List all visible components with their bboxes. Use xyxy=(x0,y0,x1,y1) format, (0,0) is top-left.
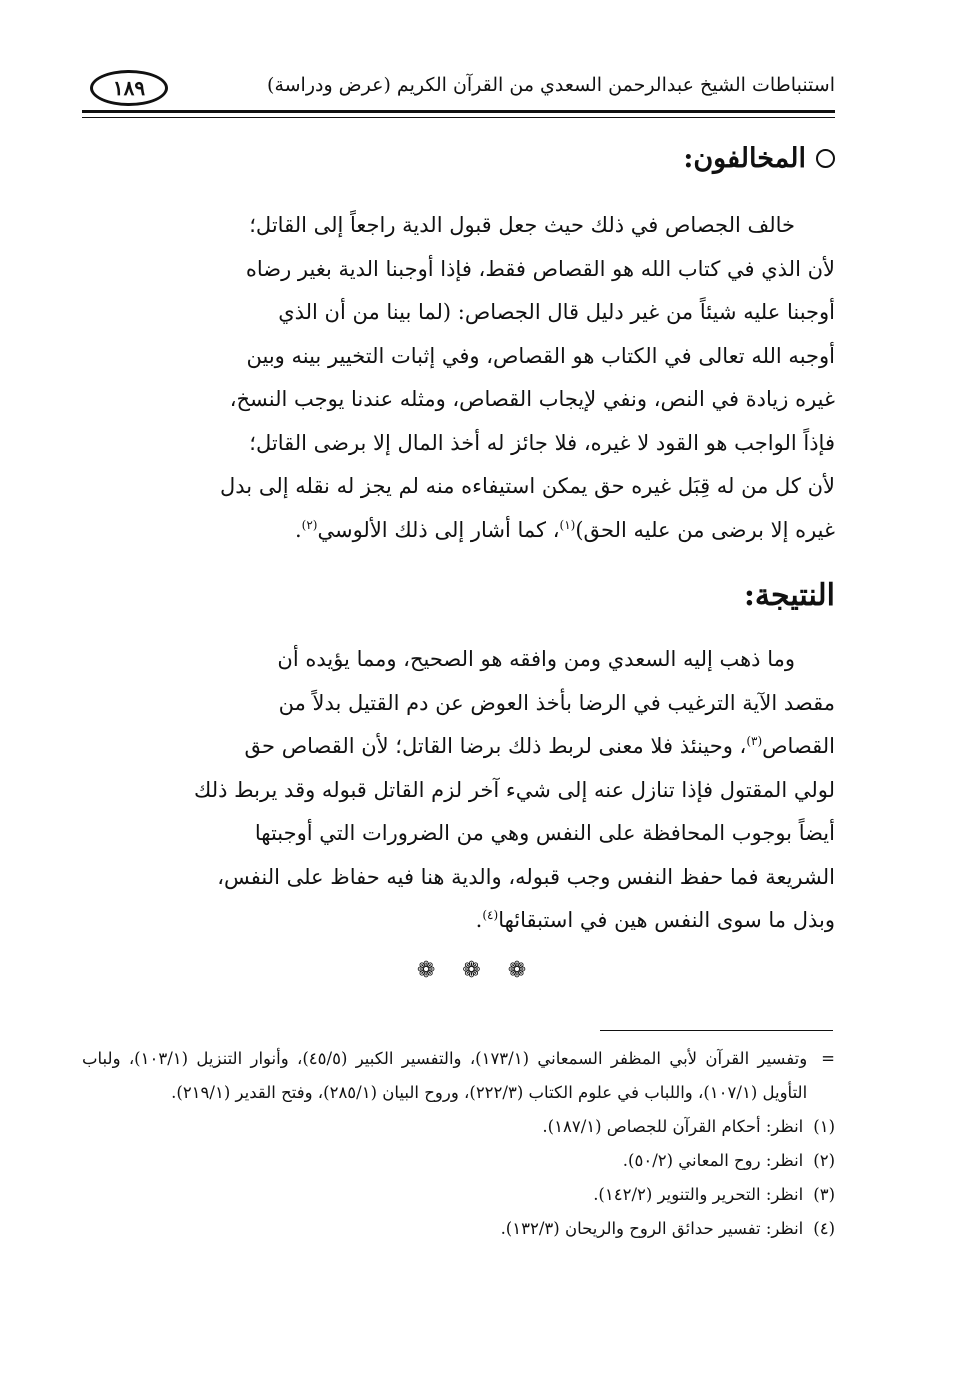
footnote-text: انظر: التحرير والتنوير (١٤٢/٢). xyxy=(593,1185,804,1204)
section-heading-text: المخالفون: xyxy=(683,143,806,174)
text-line: أوجبنا عليه شيئاً من غير دليل قال الجصاص: (لما بينا من أن الذي xyxy=(278,300,835,324)
text-line: فإذاً الواجب هو القود لا غيره، فلا جائز له أخذ المال إلا برضى القاتل؛ xyxy=(249,430,835,455)
footnote-continuation xyxy=(82,1042,835,1110)
continuation-marker: = xyxy=(821,1049,835,1068)
footnote-rule xyxy=(600,1030,833,1031)
text-line-last xyxy=(82,899,835,943)
section-heading-result xyxy=(744,578,835,613)
header-rule-thick xyxy=(82,110,835,113)
footnote-text: وتفسير القرآن لأبي المظفر السمعاني (١٧٣/١)، والتفسير الكبير (٤٥/٥)، وأنوار التنزيل (١٠٣/١)، ولباب التأويل (١٠٧/١)، واللباب في علوم الكتاب (٢٢٢/٣)، وروح البيان (٢٨٥/١)، وفتح القدير (٢١٩/١). xyxy=(82,1049,808,1102)
text-segment: غيره إلا برضى من عليه الحق) xyxy=(575,517,835,542)
text-segment: ، وحينئذ فلا معنى لربط ذلك برضا القاتل؛ لأن القصاص حق xyxy=(244,734,747,758)
paragraph-result xyxy=(82,638,835,943)
paragraph-opponents xyxy=(82,204,835,552)
footnote-number: (٢) xyxy=(813,1151,835,1170)
footnote-item xyxy=(82,1110,835,1144)
page-number: ١٨٩ xyxy=(112,76,146,100)
text-segment: القصاص xyxy=(762,734,835,758)
text-line: وما ذهب إليه السعدي ومن وافقه هو الصحيح، ومما يؤيده أن xyxy=(277,647,795,671)
page-header xyxy=(82,62,835,114)
footnote-text: انظر: أحكام القرآن للجصاص (١٨٧/١). xyxy=(542,1117,804,1136)
text-segment: وبذل ما سوى النفس هين في استبقائها xyxy=(498,908,835,932)
footnote-ref-1[interactable]: (١) xyxy=(559,517,576,532)
footnote-text: انظر: تفسير حدائق الروح والريحان (١٣٢/٣). xyxy=(500,1219,804,1238)
circle-bullet-icon xyxy=(816,149,835,168)
text-line: لأن كل من له قِبَل غيره حق يمكن استيفاءه منه لم يجز له نقله إلى بدل xyxy=(220,474,835,498)
text-line: مقصد الآية الترغيب في الرضا بأخذ العوض عن دم القتيل بدلاً من xyxy=(278,690,835,715)
text-line: أيضاً بوجوب المحافظة على النفس وهي من الضرورات التي أوجبتها xyxy=(254,821,835,845)
footnote-item xyxy=(82,1144,835,1178)
text-segment: ، كما أشار إلى ذلك الألوسي xyxy=(317,517,560,542)
footnote-ref-3[interactable]: (٣) xyxy=(746,734,763,748)
section-separator: ❁ ❁ ❁ xyxy=(416,958,537,983)
section-heading-text: النتيجة: xyxy=(743,578,835,613)
footnote-number: (٣) xyxy=(813,1185,835,1204)
text-line-last xyxy=(82,509,835,553)
text-segment: . xyxy=(475,908,483,932)
footnote-item xyxy=(82,1178,835,1212)
text-line: الشريعة فما حفظ النفس وجب قبوله، والدية هنا فيه حفاظ على النفس، xyxy=(217,864,835,889)
footnote-number: (٤) xyxy=(813,1219,835,1238)
footnote-item xyxy=(82,1212,835,1246)
text-line: لولي المقتول فإذا تنازل عنه إلى شيء آخر لزم القاتل قبوله وقد يربط ذلك xyxy=(194,777,835,802)
text-segment: . xyxy=(294,517,302,542)
section-heading-opponents xyxy=(683,143,835,174)
text-line: لأن الذي في كتاب الله هو القصاص فقط، فإذا أوجبنا الدية بغير رضاه xyxy=(245,256,835,281)
running-title: استنباطات الشيخ عبدالرحمن السعدي من القرآن الكريم (عرض ودراسة) xyxy=(267,74,835,96)
footnotes xyxy=(82,1042,835,1246)
text-line: أوجبه الله تعالى في الكتاب هو القصاص، وفي إثبات التخيير بينه وبين xyxy=(246,343,835,368)
footnote-text: انظر: روح المعاني (٥٠/٢). xyxy=(622,1151,804,1170)
footnote-ref-4[interactable]: (٤) xyxy=(482,908,499,922)
footnote-number: (١) xyxy=(813,1117,835,1136)
text-line: خالف الجصاص في ذلك حيث جعل قبول الدية راجعاً إلى القاتل؛ xyxy=(249,213,795,237)
text-line: غيره زيادة في النص، ونفي لإيجاب القصاص، ومثله عندنا يوجب النسخ، xyxy=(229,387,835,411)
footnote-ref-2[interactable]: (٢) xyxy=(301,517,318,532)
text-line xyxy=(82,725,835,769)
header-rule-thin xyxy=(82,117,835,118)
page-number-badge xyxy=(90,70,168,106)
